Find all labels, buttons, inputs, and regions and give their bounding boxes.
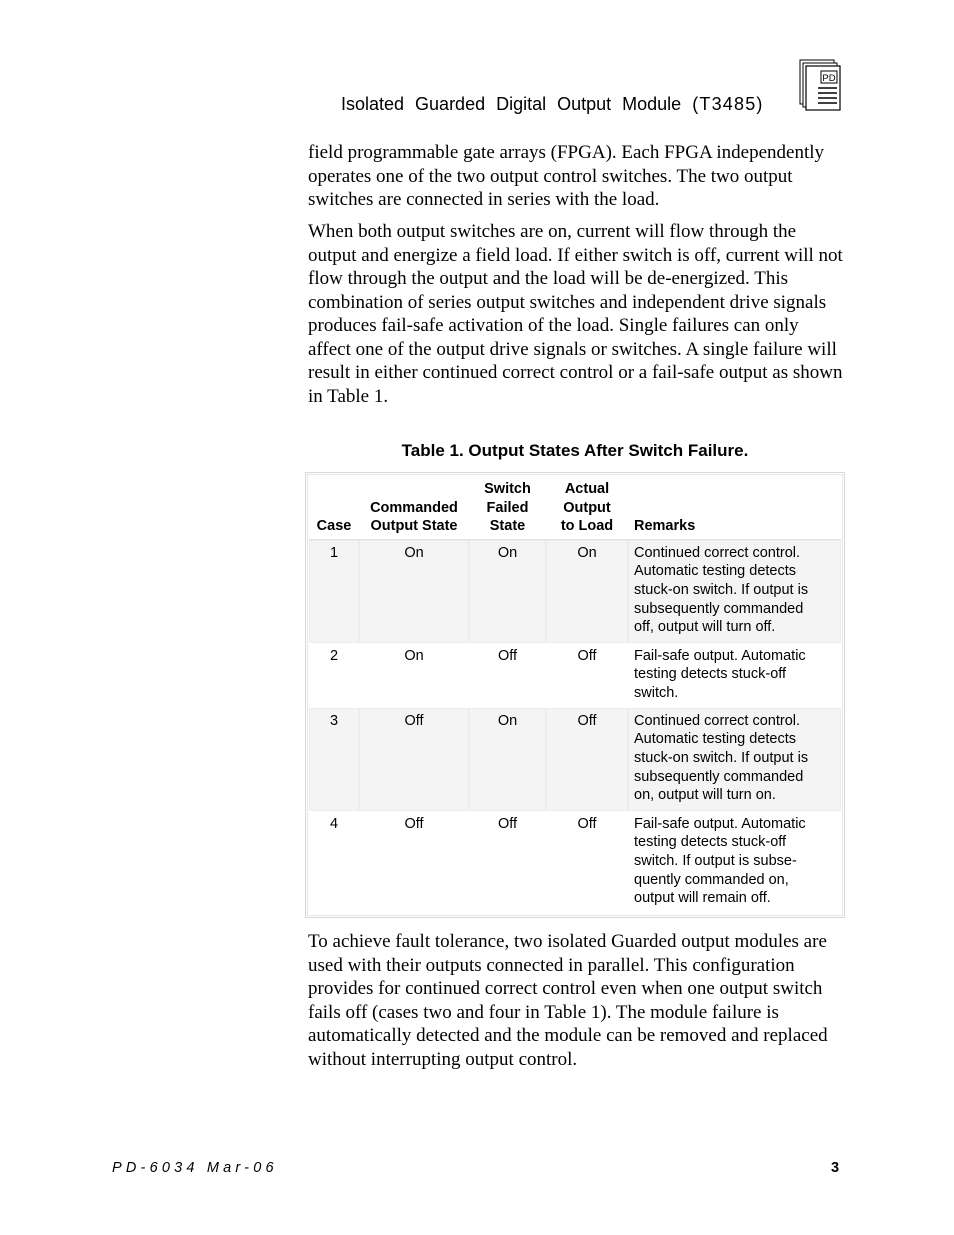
cell-switch-state: Off [497,647,518,664]
table-row [309,708,841,811]
running-header [341,94,764,115]
remark-line: stuck-on switch. If output is [634,581,809,598]
paragraph-fpga: field programmable gate arrays (FPGA). Each FPGA independently operates one of the two output control switches. The two output switches are connected in series with the load. [308,142,825,210]
cell-case: 2 [329,647,339,664]
table-caption: Table 1. Output States After Switch Failure. [401,441,749,460]
col-header-case: Case [309,476,359,540]
cell-remarks [628,708,841,811]
paragraph-output-switches: When both output switches are on, current will flow through the output and energize a field load. If either switch is off, current will not flow through the output and the load will be de-energized. This combination of series output switches and independent drive signals produces fail-safe activation of the load. Single failures can only affect one of the output drive signals or switches. A single failure will result in either continued correct control or a fail-safe output as shown in Table 1. [308,221,843,407]
cell-actual-output: On [546,540,628,643]
remark-line: on, output will turn on. [634,787,776,804]
header-line: Commanded [370,499,458,516]
header-line: Output [563,499,611,516]
remark-line: Automatic testing detects [634,563,796,580]
table-row [309,643,841,708]
remark-line: Continued correct control. [634,544,801,561]
remark-line: Fail-safe output. Automatic [634,815,806,832]
pd-icon-label: PD [822,73,836,84]
cell-commanded: Off [359,708,469,811]
cell-actual-output: Off [546,708,628,811]
table-row [309,540,841,643]
col-header-switch-failed [469,476,546,540]
header-title: Isolated Guarded Digital Output Module [341,94,682,114]
page-number: 3 [831,1160,840,1176]
header-line: to Load [560,518,614,535]
pd-document-icon [798,58,842,112]
header-line: Switch [484,481,531,497]
col-header-remarks: Remarks [628,476,841,540]
remark-line: switch. [634,684,679,701]
cell-commanded: Off [404,815,424,832]
header-line: State [489,518,526,535]
cell-actual-output: Off [577,815,597,832]
cell-case: 4 [329,815,339,832]
cell-switch-state: Off [497,815,518,832]
output-states-table [305,472,845,918]
header-line: Output State [370,518,458,535]
table-header-row [309,476,841,540]
cell-case: 1 [309,540,359,643]
paragraph-fault-tolerance: To achieve fault tolerance, two isolated Guarded output modules are used with their outputs connected in parallel. This configuration provides for continued correct control even when one output switch fails off (cases two and four in Table 1). The module failure is automatically detected and the module can be removed and replaced without interrupting output control. [308,931,828,1070]
cell-switch-state: On [469,708,546,811]
cell-remarks [628,811,841,915]
remark-line: Fail-safe output. Automatic [634,647,806,664]
cell-commanded: On [404,647,424,664]
remark-line: quently commanded on, [634,871,789,888]
remark-line: off, output will turn off. [634,619,776,636]
states-table-grid [309,476,841,915]
cell-case: 3 [309,708,359,811]
header-line: Failed [486,499,529,516]
remark-line: stuck-on switch. If output is [634,749,809,766]
col-header-commanded [359,476,469,540]
cell-actual-output: Off [577,647,597,664]
cell-remarks [628,540,841,643]
header-model-code: (T3485) [692,94,764,114]
remark-line: Continued correct control. [634,712,801,729]
remark-line: switch. If output is subse- [634,852,797,869]
remark-line: output will remain off. [634,890,771,907]
header-line: Actual [564,481,610,497]
remark-line: testing detects stuck-off [634,666,787,683]
cell-remarks [628,643,841,708]
cell-commanded: On [359,540,469,643]
remark-line: testing detects stuck-off [634,834,787,851]
cell-switch-state: On [469,540,546,643]
footer-doc-id: PD-6034 Mar-06 [112,1160,278,1176]
remark-line: subsequently commanded [634,600,804,617]
remark-line: subsequently commanded [634,768,804,785]
table-row [309,811,841,915]
col-header-actual-output [546,476,628,540]
remark-line: Automatic testing detects [634,731,796,748]
